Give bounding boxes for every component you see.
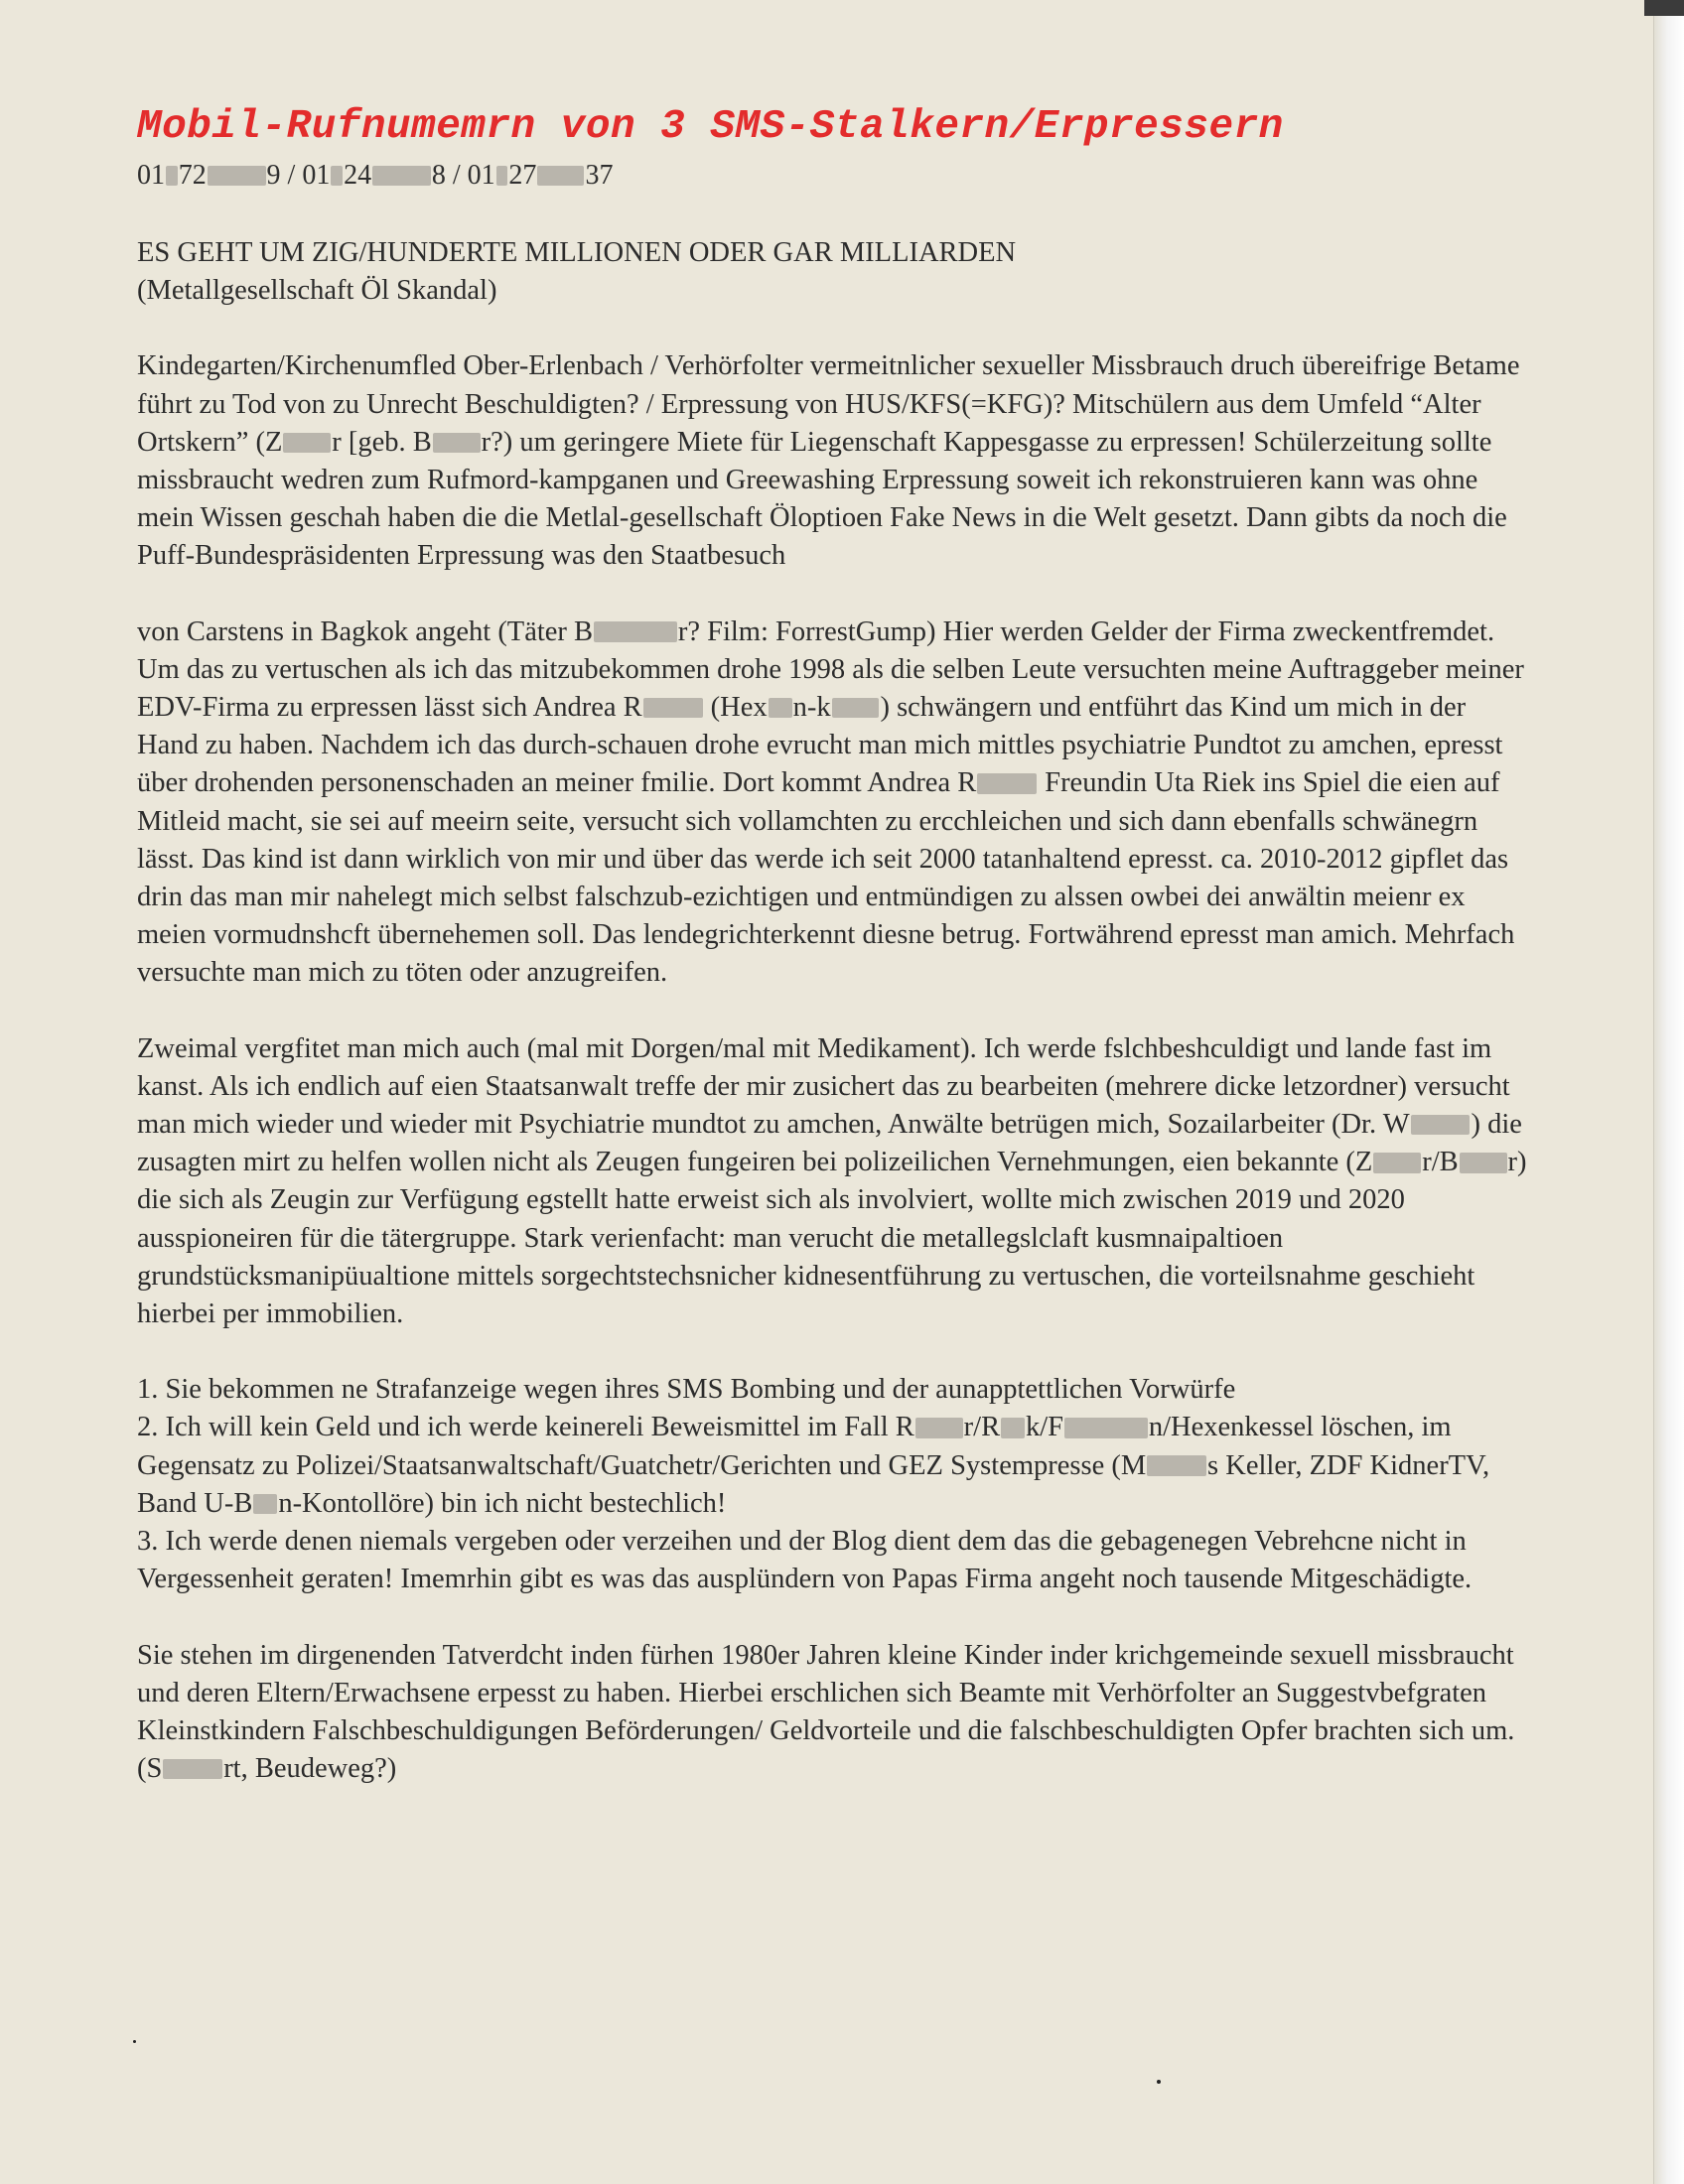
redaction-box [372,166,431,186]
numbered-list: 1. Sie bekommen ne Strafanzeige wegen ihres SMS Bombing und der aunapptettlichen Vorwürfe 2. Ich will kein Geld und ich werde keinereli Beweismittel im Fall R r/R k/F n/Hexenkessel löschen, im Gegensatz zu Polizei/Staatsanwaltschaft/Guatchetr/Gerichten und GEZ Systempresse (M s Keller, ZDF KidnerTV, Band U-B n-Kontollöre) bin ich nicht bestechlich! 3. Ich werde denen niemals vergeben oder verzeihen und der Blog dient dem das die gebagenegen Vebrehcne nicht in Vergessenheit geraten! Imemrhin gibt es was das ausplündern von Papas Firma angeht noch tausende Mitgeschädigte. [137,1374,1497,1595]
redaction-box [1460,1153,1507,1173]
redaction-box [1373,1153,1421,1173]
paragraph-2: von Carstens in Bagkok angeht (Täter B r? Film: ForrestGump) Hier werden Gelder der Firma zweckentfremdet. Um das zu vertuschen als ich das mitzubekommen drohe 1998 als die selben Leute versuchten meine Auftraggeber meiner EDV-Firma zu erpressen lässt sich Andrea R (Hex n-k ) schwängern und entführt das Kind um mich in der Hand zu haben. Nachdem ich das durch-schauen drohe evrucht man mich mittles psychiatrie Pundtot zu amchen, epresst über drohenden personenschaden an meiner fmilie. Dort kommt Andrea R Freundin Uta Riek ins Spiel die eien auf Mitleid macht, sie sei auf meeirn seite, versucht sich vollamchten zu ercchleichen und sich dann ebenfalls schwänegrn lässt. Das kind ist dann wirklich von mir und über das werde ich seit 2000 tatanhaltend epresst. ca. 2010-2012 gipflet das drin das man mir nahelegt mich selbst falschzub-ezichtigen und entmündigen zu alssen owbei dei anwältin meienr ex meien vormudnshcft übernehemen soll. Das lendegrichterkennt diesne betrug. Fortwährend epresst man amich. Mehrfach versuchte man mich zu töten oder anzugreifen. [137,615,1531,989]
redaction-box [1001,1418,1025,1438]
redaction-box [253,1494,277,1515]
redaction-box [1147,1455,1206,1476]
redaction-box [208,166,266,186]
phone-numbers-line: 01 72 9 / 01 24 8 / 01 27 37 [137,160,614,191]
redaction-box [331,166,343,186]
paragraph-1: Kindegarten/Kirchenumfled Ober-Erlenbach / Verhörfolter vermeitnlicher sexueller Missbrauch druch übereifrige Betame führt zu Tod von zu Unrecht Beschuldigten? / Erpressung von HUS/KFS(=KFG)? Mitschülern aus dem Umfeld “Alter Ortskern” (Z r [geb. B r?) um geringere Miete für Liegenschaft Kappesgasse zu erpressen! Schülerzeitung sollte missbraucht wedren zum Rufmord-kampganen und Greewashing Erpressung soweit ich rekonstruieren kann was ohne mein Wissen geschah haben die die Metlal-gesellschaft Öloptioen Fake News in die Welt gesetzt. Dann gibts da noch die Puff-Bundespräsidenten Erpressung was den Staatbesuch [137,350,1527,572]
scan-speck [1157,2080,1161,2084]
redaction-box [594,621,677,642]
redaction-box [496,166,508,186]
paragraph-4: Sie stehen im dirgenenden Tatverdcht inden fürhen 1980er Jahren kleine Kinder inder krichgemeinde sexuell missbraucht und deren Eltern/Erwachsene erpesst zu haben. Hierbei erschlichen sich Beamte mit Verhörfolter an Suggestvbefgraten Kleinstkindern Falschbeschuldigungen Beförderungen/ Geldvorteile und die falschbeschuldigten Opfer brachten sich um. (S rt, Beudeweg?) [137,1639,1522,1785]
document-title: Mobil-Rufnumemrn von 3 SMS-Stalkern/Erpressern [137,104,1284,150]
redaction-box [643,698,703,719]
paragraph-3: Zweimal vergfitet man mich auch (mal mit Dorgen/mal mit Medikament). Ich werde fslchbeshculdigt und lande fast im kanst. Als ich endlich auf eien Staatsanwalt treffe der mir zusichert das zu bearbeiten (mehrere dicke letzordner) versucht man mich wieder und wieder mit Psychiatrie mundtot zu amchen, Anwälte betrügen mich, Sozailarbeiter (Dr. W ) die zusagten mirt zu helfen wollen nicht als Zeugen fungeiren bei polizeilichen Vernehmungen, eien bekannte (Z r/B r) die sich als Zeugin zur Verfügung egstellt hatte erweist sich als involviert, wollte mich zwischen 2019 und 2020 ausspioneiren für die tätergruppe. Stark verienfacht: man verucht die metallegslclaft kusmnaipaltioen grundstücksmanipüualtione mittels sorgechtstechsnicher kidnesentführung zu vertuschen, die vorteilsnahme geschieht hierbei per immobilien. [137,1032,1534,1330]
redaction-box [163,1759,222,1780]
redaction-box [1064,1418,1148,1438]
redaction-box [166,166,178,186]
document-body [137,101,1534,1788]
redaction-box [433,433,481,454]
redaction-box [283,433,331,454]
redaction-box [832,698,880,719]
scan-speck [133,2040,136,2043]
redaction-box [769,698,792,719]
redaction-box [537,166,584,186]
heading-line-1: ES GEHT UM ZIG/HUNDERTE MILLIONEN ODER GAR MILLIARDEN [137,237,1017,268]
redaction-box [977,773,1037,794]
redaction-box [915,1418,963,1438]
heading-block [137,234,1527,310]
page-edge-shadow [1653,0,1684,2184]
redaction-box [1411,1115,1471,1136]
scan-corner-mark [1644,0,1684,16]
heading-line-2: (Metallgesellschaft Öl Skandal) [137,275,497,307]
